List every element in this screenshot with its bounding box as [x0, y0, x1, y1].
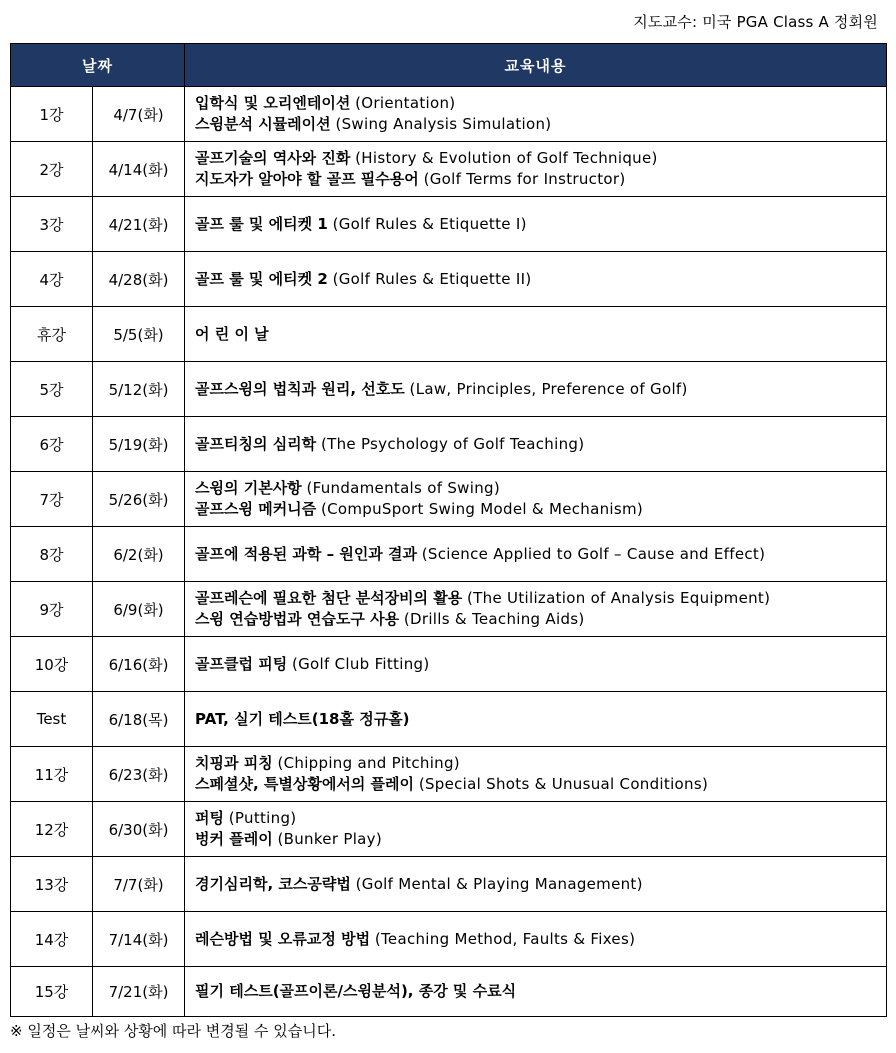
topic-korean: 골프기술의 역사와 진화 [195, 149, 351, 167]
header-content: 교육내용 [185, 44, 887, 87]
topic-korean: 골프레슨에 필요한 첨단 분석장비의 활용 [195, 589, 463, 607]
table-row [11, 527, 887, 582]
content-line [195, 148, 886, 169]
topic-english: (Golf Rules & Etiquette I) [332, 214, 527, 233]
table-header-row [11, 44, 887, 87]
topic-english: (Fundamentals of Swing) [306, 479, 500, 497]
topic-korean: 어 린 이 날 [195, 324, 269, 343]
session-content [185, 362, 887, 417]
table-row [11, 362, 887, 417]
topic-english: (Teaching Method, Faults & Fixes) [374, 929, 636, 948]
session-content [185, 142, 887, 197]
session-content [185, 527, 887, 582]
session-number: 10강 [11, 637, 93, 692]
content-line [195, 874, 886, 895]
session-content [185, 692, 887, 747]
topic-korean: 골프에 적용된 과학 – 원인과 결과 [195, 544, 417, 563]
content-line [195, 709, 886, 730]
table-row [11, 857, 887, 912]
session-date: 6/30(화) [93, 802, 185, 857]
content-line [195, 829, 886, 850]
header-date: 날짜 [11, 44, 185, 87]
topic-english: (Chipping and Pitching) [277, 754, 460, 772]
topic-korean: 스윙의 기본사항 [195, 479, 302, 497]
session-number: 9강 [11, 582, 93, 637]
topic-korean: 골프스윙 메커니즘 [195, 500, 317, 518]
topic-english: (Golf Terms for Instructor) [423, 170, 626, 188]
table-row [11, 802, 887, 857]
session-date: 6/2(화) [93, 527, 185, 582]
topic-english: (Science Applied to Golf – Cause and Effect) [421, 544, 766, 563]
topic-english: (History & Evolution of Golf Technique) [355, 149, 658, 167]
topic-english: (Orientation) [355, 94, 456, 112]
session-number: 2강 [11, 142, 93, 197]
content-line [195, 214, 886, 235]
session-number: 휴강 [11, 307, 93, 362]
session-content [185, 582, 887, 637]
session-number: 13강 [11, 857, 93, 912]
content-line [195, 609, 886, 630]
topic-korean: 퍼팅 [195, 809, 224, 827]
topic-korean: 벙커 플레이 [195, 830, 273, 848]
topic-english: (Golf Rules & Etiquette II) [332, 269, 532, 288]
topic-english: (Golf Club Fitting) [291, 654, 430, 673]
session-date: 5/26(화) [93, 472, 185, 527]
content-line [195, 93, 886, 114]
session-date: 4/7(화) [93, 87, 185, 142]
schedule-note: ※ 일정은 날씨와 상황에 따라 변경될 수 있습니다. [10, 1022, 337, 1040]
session-date: 5/5(화) [93, 307, 185, 362]
schedule-table [10, 43, 887, 1017]
session-number: 3강 [11, 197, 93, 252]
session-number: 7강 [11, 472, 93, 527]
table-row [11, 417, 887, 472]
session-date: 4/28(화) [93, 252, 185, 307]
topic-english: (Golf Mental & Playing Management) [355, 874, 643, 893]
session-content [185, 472, 887, 527]
topic-english: (Special Shots & Unusual Conditions) [418, 775, 709, 793]
table-row [11, 637, 887, 692]
topic-english: (Bunker Play) [277, 830, 382, 848]
session-date: 6/23(화) [93, 747, 185, 802]
session-date: 6/16(화) [93, 637, 185, 692]
session-content [185, 87, 887, 142]
topic-korean: 골프 룰 및 에티켓 2 [195, 269, 328, 288]
content-line [195, 981, 886, 1002]
session-number: 5강 [11, 362, 93, 417]
content-line [195, 379, 886, 400]
topic-english: (Drills & Teaching Aids) [403, 610, 585, 628]
topic-korean: 골프스윙의 법칙과 원리, 선호도 [195, 379, 405, 398]
content-line [195, 929, 886, 950]
session-date: 6/9(화) [93, 582, 185, 637]
topic-korean: 골프클럽 피팅 [195, 654, 288, 673]
content-line [195, 434, 886, 455]
session-date: 6/18(목) [93, 692, 185, 747]
session-content [185, 307, 887, 362]
topic-korean: 골프티칭의 심리학 [195, 434, 317, 453]
content-line [195, 169, 886, 190]
session-date: 4/14(화) [93, 142, 185, 197]
topic-korean: 골프 룰 및 에티켓 1 [195, 214, 328, 233]
session-content [185, 197, 887, 252]
topic-korean: PAT, 실기 테스트(18홀 정규홀) [195, 709, 410, 728]
topic-korean: 스페셜샷, 특별상황에서의 플레이 [195, 775, 415, 793]
topic-english: (CompuSport Swing Model & Mechanism) [320, 500, 644, 518]
session-content [185, 747, 887, 802]
table-row [11, 197, 887, 252]
session-date: 7/7(화) [93, 857, 185, 912]
content-line [195, 654, 886, 675]
session-number: 8강 [11, 527, 93, 582]
topic-korean: 입학식 및 오리엔테이션 [195, 94, 351, 112]
content-line [195, 478, 886, 499]
schedule-body [11, 87, 887, 1017]
content-line [195, 324, 886, 345]
content-line [195, 269, 886, 290]
session-number: Test [11, 692, 93, 747]
table-row [11, 967, 887, 1017]
session-date: 5/12(화) [93, 362, 185, 417]
topic-english: (The Utilization of Analysis Equipment) [467, 589, 771, 607]
session-content [185, 637, 887, 692]
session-content [185, 912, 887, 967]
topic-english: (Swing Analysis Simulation) [335, 115, 552, 133]
topic-korean: 지도자가 알아야 할 골프 필수용어 [195, 170, 419, 188]
table-row [11, 142, 887, 197]
session-content [185, 417, 887, 472]
table-row [11, 87, 887, 142]
content-line [195, 499, 886, 520]
session-content [185, 967, 887, 1017]
table-row [11, 912, 887, 967]
session-number: 12강 [11, 802, 93, 857]
table-row [11, 582, 887, 637]
session-content [185, 857, 887, 912]
table-row [11, 747, 887, 802]
session-number: 4강 [11, 252, 93, 307]
table-row [11, 472, 887, 527]
session-number: 6강 [11, 417, 93, 472]
content-line [195, 544, 886, 565]
session-date: 5/19(화) [93, 417, 185, 472]
content-line [195, 588, 886, 609]
session-content [185, 802, 887, 857]
content-line [195, 774, 886, 795]
instructor-label: 지도교수: 미국 PGA Class A 정회원 [633, 13, 878, 31]
session-date: 4/21(화) [93, 197, 185, 252]
session-date: 7/14(화) [93, 912, 185, 967]
table-row [11, 252, 887, 307]
topic-korean: 스윙분석 시뮬레이션 [195, 115, 331, 133]
content-line [195, 808, 886, 829]
topic-korean: 경기심리학, 코스공략법 [195, 874, 351, 893]
session-number: 14강 [11, 912, 93, 967]
content-line [195, 753, 886, 774]
session-number: 15강 [11, 967, 93, 1017]
session-number: 1강 [11, 87, 93, 142]
topic-english: (The Psychology of Golf Teaching) [320, 434, 585, 453]
topic-english: (Putting) [228, 809, 297, 827]
topic-korean: 치핑과 피칭 [195, 754, 273, 772]
session-number: 11강 [11, 747, 93, 802]
topic-korean: 필기 테스트(골프이론/스윙분석), 종강 및 수료식 [195, 982, 517, 1000]
content-line [195, 114, 886, 135]
topic-korean: 레슨방법 및 오류교정 방법 [195, 929, 371, 948]
table-row [11, 692, 887, 747]
topic-korean: 스윙 연습방법과 연습도구 사용 [195, 610, 400, 628]
session-date: 7/21(화) [93, 967, 185, 1017]
table-row [11, 307, 887, 362]
session-content [185, 252, 887, 307]
topic-english: (Law, Principles, Preference of Golf) [409, 379, 688, 398]
